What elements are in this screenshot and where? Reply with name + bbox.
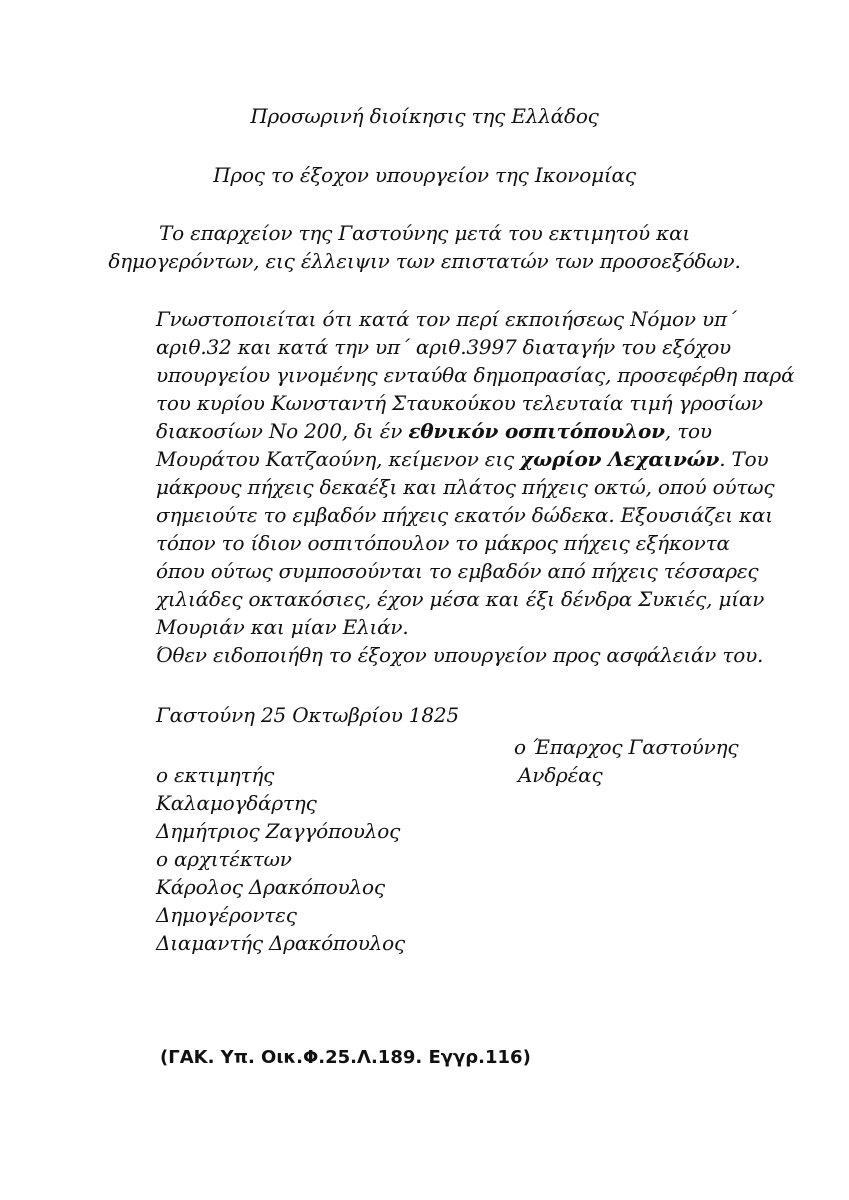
body-line-5 — [156, 419, 712, 443]
body-line-10: όπου ούτως συμποσούνται το εμβαδόν από πήχεις τέσσαρες — [156, 559, 759, 583]
archive-reference: (ΓΑΚ. Υπ. Οικ.Φ.25.Λ.189. Εγγρ.116) — [160, 1047, 531, 1068]
appraiser-name-2: Δημήτριος Ζαγγόπουλος — [156, 819, 401, 843]
body-line-8: σημειούτε το εμβαδόν πήχεις εκατόν δώδεκα. Εξουσιάζει και — [156, 503, 773, 527]
header-line-4: δημογερόντων, εις έλλειψιν των επιστατών των προσοεξόδων. — [108, 249, 741, 273]
architect-name: Κάρολος Δρακόπουλος — [156, 875, 385, 899]
architect-title: ο αρχιτέκτων — [156, 847, 292, 871]
elders-name: Διαμαντής Δρακόπουλος — [156, 931, 405, 955]
eparch-name: Ανδρέας — [518, 763, 603, 787]
eparch-title: ο Έπαρχος Γαστούνης — [514, 735, 739, 759]
elders-title: Δημογέροντες — [156, 903, 297, 927]
body-line-11: χιλιάδες οκτακόσιες, έχον μέσα και έξι δένδρα Συκιές, μίαν — [156, 587, 765, 611]
body-line-7: μάκρους πήχεις δεκαέξι και πλάτος πήχεις οκτώ, οπού ούτως — [156, 475, 775, 499]
body-line-2: αριθ.32 και κατά την υπ΄ αριθ.3997 διαταγήν του εξόχου — [156, 335, 732, 359]
bold-phrase-house: εθνικόν οσπιτόπουλον — [408, 419, 665, 443]
body-line-4: του κυρίου Κωνσταντή Σταυκούκου τελευταία τιμή γροσίων — [156, 391, 763, 415]
appraiser-name-1: Καλαμογδάρτης — [156, 791, 317, 815]
body-line-1: Γνωστοποιείται ότι κατά τον περί εκποιήσεως Νόμον υπ΄ — [156, 307, 737, 331]
header-line-3: Το επαρχείον της Γαστούνης μετά του εκτιμητού και — [158, 221, 691, 245]
body-line-3: υπουργείου γινομένης ενταύθα δημοπρασίας, προσεφέρθη παρά — [156, 363, 795, 387]
body-line-5-start: διακοσίων Νο 200, δι έν — [156, 419, 409, 443]
body-line-6-end: . Του — [719, 447, 769, 471]
body-line-6-start: Μουράτου Κατζαούνη, κείμενον εις — [156, 447, 521, 471]
header-line-1: Προσωρινή διοίκησις της Ελλάδος — [250, 104, 599, 128]
document-date: Γαστούνη 25 Οκτωβρίου 1825 — [156, 703, 459, 727]
body-line-12: Μουριάν και μίαν Ελιάν. — [156, 615, 409, 639]
body-line-5-end: , του — [664, 419, 712, 443]
body-line-9: τόπον το ίδιον οσπιτόπουλον το μάκρος πήχεις εξήκοντα — [156, 531, 730, 555]
body-line-6 — [156, 447, 768, 471]
bold-phrase-village: χωρίον Λεχαινών — [520, 447, 720, 471]
appraiser-title: ο εκτιμητής — [156, 763, 275, 787]
body-line-13: Όθεν ειδοποιήθη το έξοχον υπουργείον προς ασφάλειάν του. — [156, 643, 764, 667]
header-line-2: Προς το έξοχον υπουργείον της Ικονομίας — [213, 163, 636, 187]
